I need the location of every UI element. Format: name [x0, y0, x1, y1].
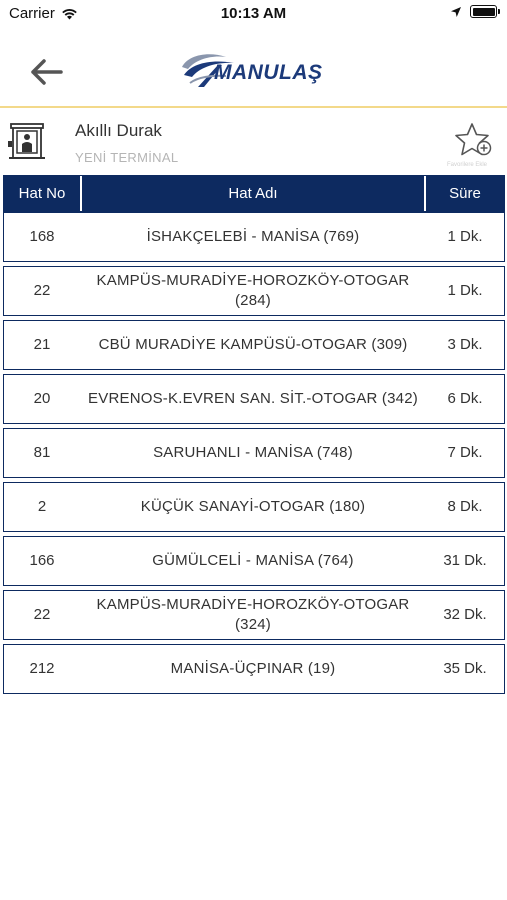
- arrival-time: 31 Dk.: [443, 552, 487, 569]
- back-button[interactable]: [26, 52, 66, 92]
- line-number: 2: [37, 498, 47, 515]
- line-number: 168: [29, 228, 55, 245]
- arrival-time: 7 Dk.: [447, 444, 483, 461]
- status-indicators: [450, 5, 497, 18]
- header-line-number: Hat No: [18, 185, 66, 202]
- nav-header: [0, 30, 507, 108]
- table-row[interactable]: [3, 266, 505, 316]
- line-name: EVRENOS-K.EVREN SAN. SİT.-OTOGAR (342): [88, 390, 418, 407]
- battery-icon: [470, 5, 497, 18]
- arrival-time: 32 Dk.: [443, 606, 487, 623]
- line-name: KÜÇÜK SANAYİ-OTOGAR (180): [140, 498, 366, 515]
- routes-table: [3, 175, 505, 694]
- stop-info: [0, 110, 507, 174]
- table-header: [3, 175, 505, 212]
- table-row[interactable]: [3, 212, 505, 262]
- line-name: SARUHANLI - MANİSA (748): [153, 444, 353, 461]
- arrival-time: 6 Dk.: [447, 390, 483, 407]
- stop-subtitle: YENİ TERMİNAL: [75, 150, 179, 165]
- favorite-caption: Favorilere Ekle: [447, 162, 488, 168]
- arrow-left-icon: [29, 58, 63, 86]
- line-name: İSHAKÇELEBİ - MANİSA (769): [146, 228, 360, 245]
- table-row[interactable]: [3, 374, 505, 424]
- arrival-time: 35 Dk.: [443, 660, 487, 677]
- status-time: 10:13 AM: [220, 5, 287, 22]
- line-name: GÜMÜLCELİ - MANİSA (764): [152, 552, 354, 569]
- arrival-time: 8 Dk.: [447, 498, 483, 515]
- table-row[interactable]: [3, 644, 505, 694]
- stop-title: Akıllı Durak: [75, 121, 162, 140]
- line-name: KAMPÜS-MURADİYE-HOROZKÖY-OTOGAR (284): [96, 272, 410, 309]
- table-body: [3, 212, 505, 694]
- logo-text: MANULAŞ: [214, 61, 323, 84]
- table-row[interactable]: [3, 536, 505, 586]
- star-add-icon[interactable]: [454, 122, 494, 160]
- arrival-time: 1 Dk.: [447, 228, 483, 245]
- line-number: 21: [33, 336, 51, 353]
- table-row[interactable]: [3, 482, 505, 532]
- line-name: MANİSA-ÜÇPINAR (19): [170, 660, 336, 677]
- arrival-time: 3 Dk.: [447, 336, 483, 353]
- location-arrow-icon: [450, 6, 462, 18]
- header-line-name: Hat Adı: [80, 176, 426, 211]
- status-bar: [0, 0, 507, 28]
- table-row[interactable]: [3, 320, 505, 370]
- table-row[interactable]: [3, 590, 505, 640]
- line-number: 166: [29, 552, 55, 569]
- line-number: 212: [29, 660, 55, 677]
- line-name: KAMPÜS-MURADİYE-HOROZKÖY-OTOGAR (324): [96, 596, 410, 633]
- carrier-label: Carrier: [9, 5, 55, 22]
- brand-logo: [178, 47, 330, 93]
- line-number: 81: [33, 444, 51, 461]
- line-number: 20: [33, 390, 51, 407]
- line-number: 22: [33, 606, 51, 623]
- header-time: Süre: [449, 185, 481, 202]
- arrival-time: 1 Dk.: [447, 282, 483, 299]
- line-number: 22: [33, 282, 51, 299]
- bus-stop-icon: [8, 122, 46, 162]
- table-row[interactable]: [3, 428, 505, 478]
- line-name: CBÜ MURADİYE KAMPÜSÜ-OTOGAR (309): [98, 336, 408, 353]
